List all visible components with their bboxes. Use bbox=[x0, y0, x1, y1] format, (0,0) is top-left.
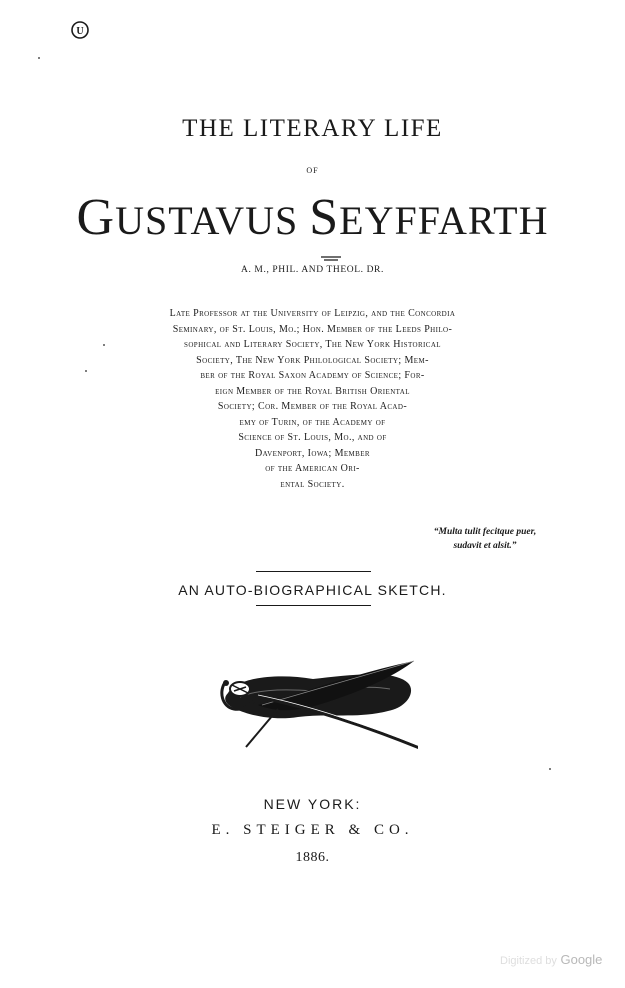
author-name bbox=[0, 189, 625, 246]
honors-line: sophical and Literary Society, The New York Historical bbox=[184, 339, 441, 350]
honors-line: ber of the Royal Saxon Academy of Science; For- bbox=[200, 370, 425, 381]
library-stamp-icon bbox=[70, 20, 90, 40]
honors-line: Society, The New York Philological Society; Mem- bbox=[196, 354, 429, 366]
honors-line: Science of St. Louis, Mo., and of bbox=[238, 432, 387, 443]
watermark-prefix: Digitized by bbox=[500, 955, 557, 967]
quill-and-sword-emblem-icon bbox=[218, 655, 418, 755]
honors-line: Late Professor at the University of Leipzig, and the Concordia bbox=[169, 308, 456, 319]
imprint-year: 1886. bbox=[295, 850, 330, 865]
author-degrees: A. M., PHIL. AND THEOL. DR. bbox=[241, 265, 384, 275]
author-name-part: G bbox=[76, 189, 116, 246]
imprint-place: NEW YORK: bbox=[263, 796, 362, 812]
book-subtitle: AN AUTO-BIOGRAPHICAL SKETCH. bbox=[178, 582, 447, 598]
title-of: OF bbox=[306, 166, 319, 175]
honors-line: Society; Cor. Member of the Royal Acad- bbox=[217, 401, 408, 412]
latin-motto bbox=[405, 525, 565, 553]
honors-line: emy of Turin, of the Academy of bbox=[239, 416, 386, 428]
divider-rule bbox=[256, 571, 371, 572]
name-flourish bbox=[320, 255, 342, 261]
author-name-part: EYFFARTH bbox=[339, 198, 549, 243]
scan-speck bbox=[38, 57, 40, 59]
honors-line: ental Society. bbox=[280, 478, 345, 490]
book-title: THE LITERARY LIFE bbox=[182, 115, 443, 142]
imprint-publisher: E. STEIGER & CO. bbox=[211, 822, 414, 838]
honors-line: eign Member of the Royal British Oriental bbox=[215, 385, 410, 397]
motto-line: “Multa tulit fecitque puer, bbox=[433, 527, 537, 537]
scan-speck bbox=[549, 768, 551, 770]
author-name-part: USTAVUS bbox=[115, 198, 310, 243]
author-honors bbox=[0, 306, 625, 492]
honors-line: Davenport, Iowa; Member bbox=[255, 447, 370, 459]
divider-rule bbox=[256, 605, 371, 606]
library-stamp-glyph: U bbox=[76, 26, 84, 37]
author-name-part: S bbox=[309, 189, 340, 246]
scan-speck bbox=[85, 370, 87, 372]
honors-line: Seminary, of St. Louis, Mo.; Hon. Member of the Leeds Philo- bbox=[172, 323, 453, 335]
honors-line: of the American Ori- bbox=[265, 463, 360, 474]
digitization-watermark bbox=[500, 952, 602, 967]
watermark-brand: Google bbox=[560, 952, 603, 967]
motto-line: sudavit et alsit.” bbox=[453, 541, 517, 551]
scan-speck bbox=[103, 344, 105, 346]
